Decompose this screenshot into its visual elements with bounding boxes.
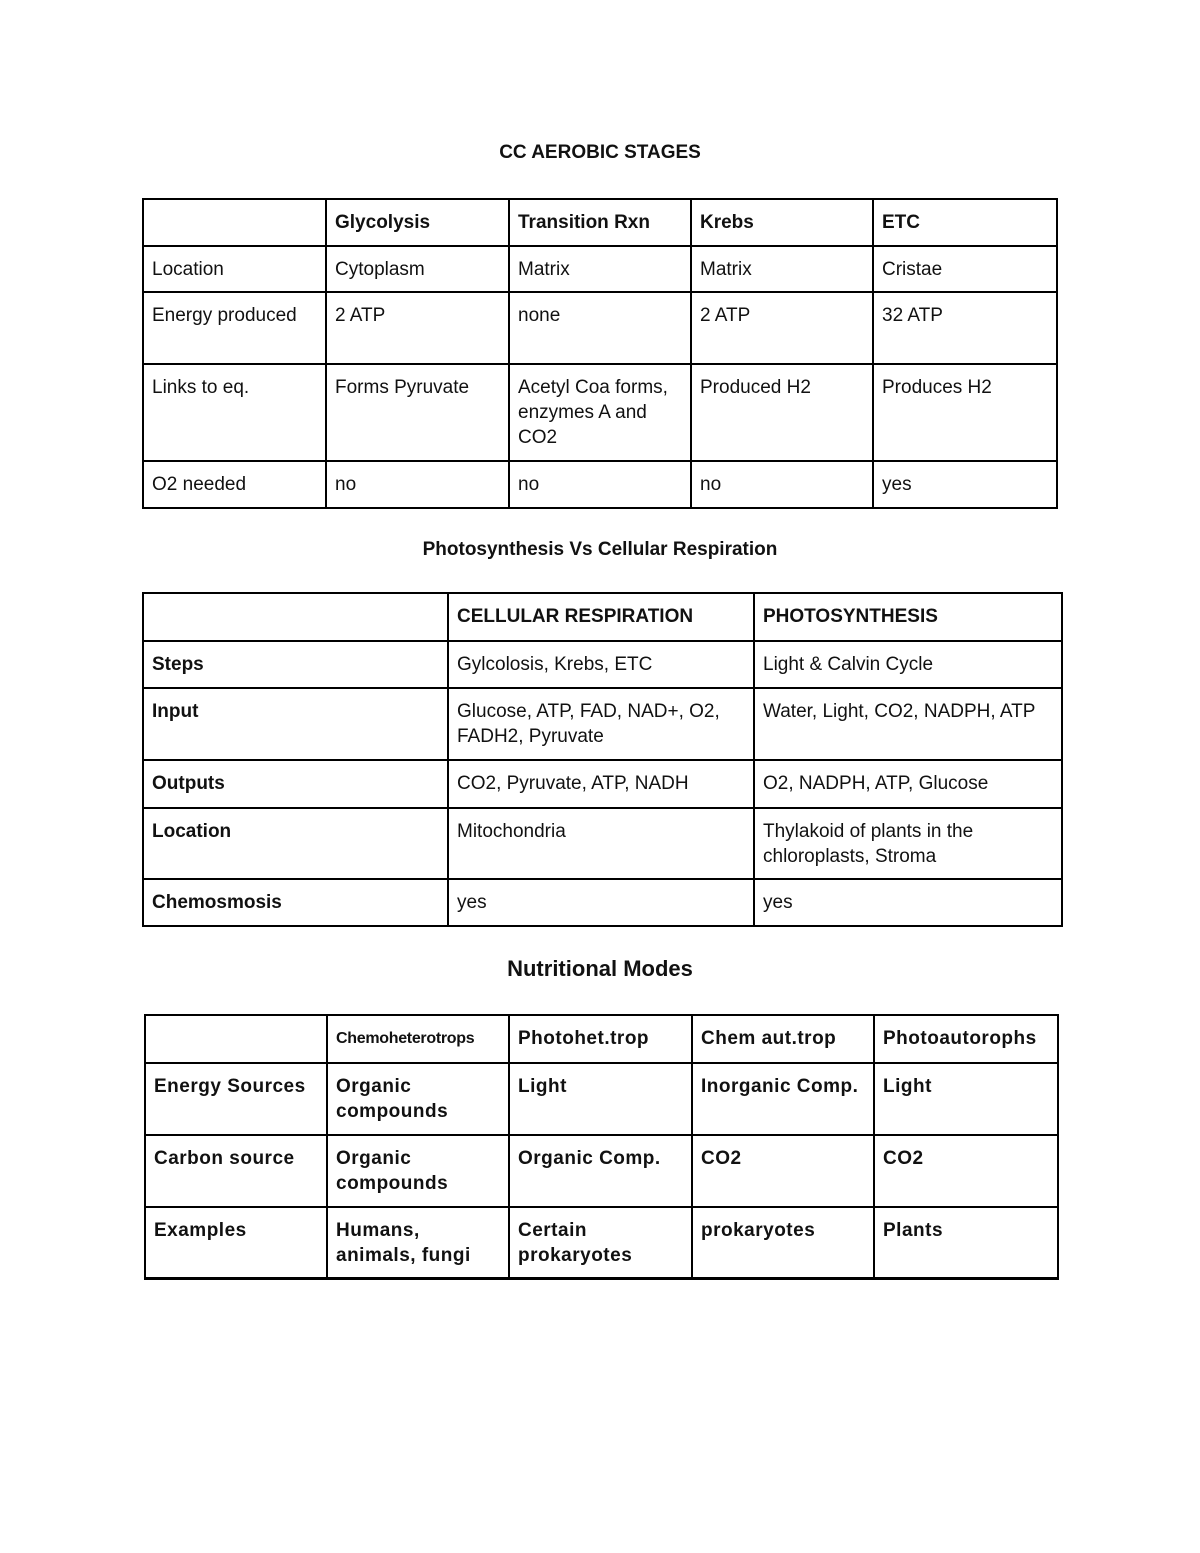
table-row bbox=[143, 292, 1057, 364]
table-cell: Thylakoid of plants in the chloroplasts, Stroma bbox=[754, 808, 1062, 879]
table-cell: O2, NADPH, ATP, Glucose bbox=[754, 760, 1062, 808]
header-cell: Chemoheterotrops bbox=[327, 1015, 509, 1063]
header-cell: Glycolysis bbox=[326, 199, 509, 246]
table-cell: Produced H2 bbox=[691, 364, 873, 461]
table-cell: Matrix bbox=[691, 246, 873, 292]
table-cell: CO2 bbox=[874, 1135, 1058, 1207]
header-cell: Photoautorophs bbox=[874, 1015, 1058, 1063]
table-cell: Acetyl Coa forms, enzymes A and CO2 bbox=[509, 364, 691, 461]
table-row bbox=[143, 246, 1057, 292]
table-cell: Organic compounds bbox=[327, 1063, 509, 1135]
header-cell: PHOTOSYNTHESIS bbox=[754, 593, 1062, 641]
table-cell: CO2, Pyruvate, ATP, NADH bbox=[448, 760, 754, 808]
table-cell: Water, Light, CO2, NADPH, ATP bbox=[754, 688, 1062, 760]
table-header-row bbox=[145, 1015, 1058, 1063]
table-cell: Forms Pyruvate bbox=[326, 364, 509, 461]
row-label: Links to eq. bbox=[143, 364, 326, 461]
header-cell: Chem aut.trop bbox=[692, 1015, 874, 1063]
row-label: Outputs bbox=[143, 760, 448, 808]
table-cell: Cristae bbox=[873, 246, 1057, 292]
nutrition-title: Nutritional Modes bbox=[507, 956, 693, 981]
table-row bbox=[143, 808, 1062, 879]
table-cell: Organic compounds bbox=[327, 1135, 509, 1207]
table-row bbox=[143, 760, 1062, 808]
table-row bbox=[143, 879, 1062, 926]
table-cell: no bbox=[509, 461, 691, 508]
aerobic-stages-table bbox=[142, 198, 1058, 509]
header-cell: Krebs bbox=[691, 199, 873, 246]
row-label: O2 needed bbox=[143, 461, 326, 508]
table-cell: 2 ATP bbox=[326, 292, 509, 364]
table-cell: Cytoplasm bbox=[326, 246, 509, 292]
table-row bbox=[143, 461, 1057, 508]
comparison-title: Photosynthesis Vs Cellular Respiration bbox=[422, 539, 778, 560]
header-cell: Photohet.trop bbox=[509, 1015, 692, 1063]
table-cell: Light & Calvin Cycle bbox=[754, 641, 1062, 688]
table-row bbox=[145, 1063, 1058, 1135]
row-label: Energy produced bbox=[143, 292, 326, 364]
table-cell: Matrix bbox=[509, 246, 691, 292]
comparison-table bbox=[142, 592, 1063, 927]
row-label: Location bbox=[143, 246, 326, 292]
table-cell: Light bbox=[874, 1063, 1058, 1135]
row-label: Steps bbox=[143, 641, 448, 688]
row-label: Examples bbox=[145, 1207, 327, 1278]
table-cell: yes bbox=[873, 461, 1057, 508]
table-row bbox=[143, 641, 1062, 688]
table-cell: 2 ATP bbox=[691, 292, 873, 364]
header-cell: Transition Rxn bbox=[509, 199, 691, 246]
header-cell bbox=[143, 199, 326, 246]
table-row bbox=[143, 688, 1062, 760]
table-cell: Plants bbox=[874, 1207, 1058, 1278]
aerobic-stages-title: CC AEROBIC STAGES bbox=[499, 142, 701, 163]
table-row bbox=[143, 364, 1057, 461]
table-cell: Mitochondria bbox=[448, 808, 754, 879]
header-cell: CELLULAR RESPIRATION bbox=[448, 593, 754, 641]
table-header-row bbox=[143, 199, 1057, 246]
table-cell: none bbox=[509, 292, 691, 364]
table-cell: 32 ATP bbox=[873, 292, 1057, 364]
table-cell: CO2 bbox=[692, 1135, 874, 1207]
nutrition-table bbox=[144, 1014, 1059, 1280]
row-label: Energy Sources bbox=[145, 1063, 327, 1135]
table-cell: Light bbox=[509, 1063, 692, 1135]
table-header-row bbox=[143, 593, 1062, 641]
table-cell: Certain prokaryotes bbox=[509, 1207, 692, 1278]
header-cell bbox=[145, 1015, 327, 1063]
table-cell: prokaryotes bbox=[692, 1207, 874, 1278]
table-cell: Humans, animals, fungi bbox=[327, 1207, 509, 1278]
table-cell: yes bbox=[754, 879, 1062, 926]
table-cell: Gylcolosis, Krebs, ETC bbox=[448, 641, 754, 688]
table-cell: yes bbox=[448, 879, 754, 926]
table-cell: Inorganic Comp. bbox=[692, 1063, 874, 1135]
table-cell: no bbox=[691, 461, 873, 508]
row-label: Input bbox=[143, 688, 448, 760]
table-cell: no bbox=[326, 461, 509, 508]
table-cell: Organic Comp. bbox=[509, 1135, 692, 1207]
table-row bbox=[145, 1207, 1058, 1278]
table-row bbox=[145, 1135, 1058, 1207]
table-cell: Glucose, ATP, FAD, NAD+, O2, FADH2, Pyruvate bbox=[448, 688, 754, 760]
table-cell: Produces H2 bbox=[873, 364, 1057, 461]
row-label: Chemosmosis bbox=[143, 879, 448, 926]
header-cell: ETC bbox=[873, 199, 1057, 246]
row-label: Carbon source bbox=[145, 1135, 327, 1207]
header-cell bbox=[143, 593, 448, 641]
row-label: Location bbox=[143, 808, 448, 879]
